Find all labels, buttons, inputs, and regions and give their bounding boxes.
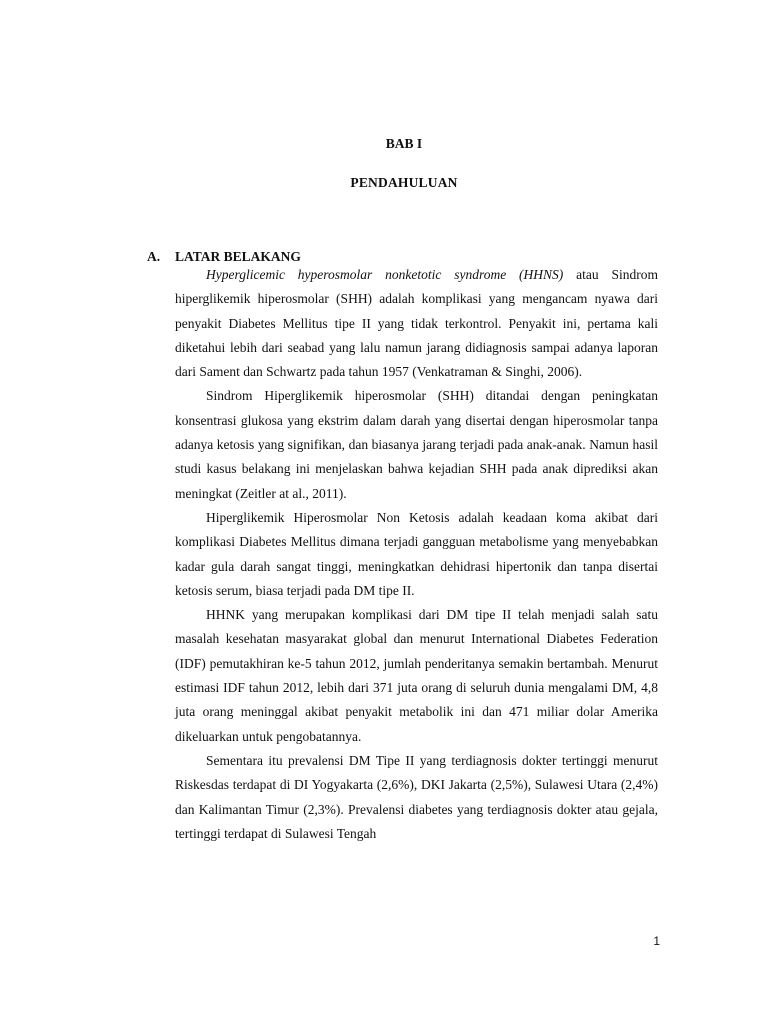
paragraph [175,506,658,603]
paragraph-text: atau Sindrom hiperglikemik hiperosmolar (SHH) adalah komplikasi yang mengancam nyawa dari penyakit Diabetes Mellitus tipe II yang tidak terkontrol. Penyakit ini, pertama kali diketahui lebih dari seabad yang lalu namun jarang didiagnosis sampai adanya laporan dari Sament dan Schwartz pada tahun 1957 (Venkatraman & Singhi, 2006). [175,267,658,380]
chapter-title: PENDAHULUAN [350,175,458,190]
paragraph-text: Hiperglikemik Hiperosmolar Non Ketosis adalah keadaan koma akibat dari komplikasi Diabetes Mellitus dimana terjadi gangguan metabolisme yang menyebabkan kadar gula darah sangat tinggi, meningkatkan dehidrasi hipertonik dan tanpa disertai ketosis serum, biasa terjadi pada DM tipe II. [175,509,658,598]
paragraph [175,749,658,846]
paragraph-text: HHNK yang merupakan komplikasi dari DM tipe II telah menjadi salah satu masalah kesehatan masyarakat global dan menurut International Diabetes Federation (IDF) pemutakhiran ke-5 tahun 2012, jumlah penderitanya semakin bertambah. Menurut estimasi IDF tahun 2012, lebih dari 371 juta orang di seluruh dunia mengalami DM, 4,8 juta orang meninggal akibat penyakit metabolik ini dan 471 miliar dolar Amerika dikeluarkan untuk pengobatannya. [175,607,658,744]
paragraph-text: Sementara itu prevalensi DM Tipe II yang terdiagnosis dokter tertinggi menurut Riskesdas terdapat di DI Yogyakarta (2,6%), DKI Jakarta (2,5%), Sulawesi Utara (2,4%) dan Kalimantan Timur (2,3%). Prevalensi diabetes yang terdiagnosis dokter atau gejala, tertinggi terdapat di Sulawesi Tengah [175,752,658,841]
section-title: LATAR BELAKANG [175,249,301,264]
body-text [175,263,658,846]
chapter-number: BAB I [385,136,423,151]
page-number: 1 [653,934,660,948]
paragraph [175,263,658,384]
paragraph-italic-lead: Hyperglicemic hyperosmolar nonketotic syndrome (HHNS) [206,267,564,282]
paragraph [175,603,658,749]
paragraph [175,384,658,505]
paragraph-text: Sindrom Hiperglikemik hiperosmolar (SHH) ditandai dengan peningkatan konsentrasi glukosa yang ekstrim dalam darah yang disertai dengan hiperosmolar tanpa adanya ketosis yang signifikan, dan biasanya jarang terjadi pada anak-anak. Namun hasil studi kasus belakang ini menjelaskan bahwa kejadian SHH pada anak diprediksi akan meningkat (Zeitler at al., 2011). [175,388,658,501]
section-letter: A. [147,249,161,264]
